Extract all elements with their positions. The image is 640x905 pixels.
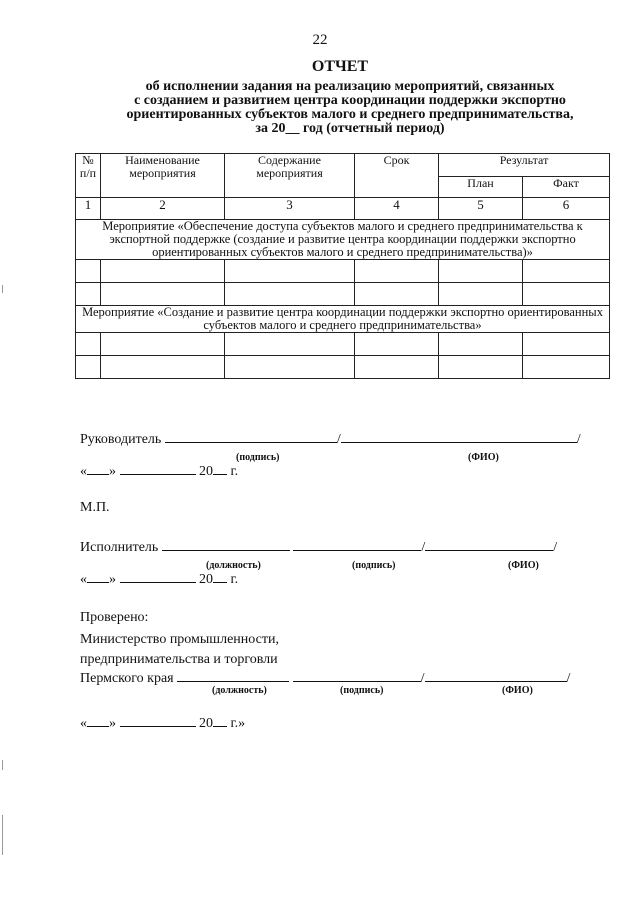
table-cell: [523, 333, 610, 356]
column-number: 5: [439, 198, 523, 220]
header-result: Результат: [439, 154, 610, 177]
year-suffix: г.: [230, 464, 239, 479]
head-signature-line: Руководитель / /: [80, 432, 581, 447]
month-field: [120, 726, 196, 727]
scan-mark: [2, 285, 3, 293]
ministry-line: предпринимательства и торговли: [80, 652, 278, 667]
column-number: 6: [523, 198, 610, 220]
table-row: [76, 333, 610, 356]
ministry-date-line: [80, 716, 245, 732]
year-prefix: 20: [199, 572, 213, 587]
table-cell: [101, 260, 225, 283]
header-plan: План: [439, 177, 523, 198]
position-caption: (должность): [212, 685, 267, 696]
ministry-signature-field: [293, 681, 421, 682]
head-signature-field: [165, 442, 337, 443]
executor-date-line: [80, 572, 238, 588]
table-cell: [225, 260, 355, 283]
date-open-quote: «: [80, 572, 87, 587]
day-field: [87, 474, 109, 475]
scan-mark: [2, 815, 3, 855]
table-cell: [523, 356, 610, 379]
table-cell: [76, 260, 101, 283]
column-number: 4: [355, 198, 439, 220]
year-suffix: г.: [230, 572, 239, 587]
fio-caption: (ФИО): [502, 685, 533, 696]
table-cell: [355, 283, 439, 306]
table-cell: [225, 356, 355, 379]
table-cell: [101, 333, 225, 356]
event-row-1: Мероприятие «Обеспечение доступа субъектов малого и среднего предпринимательства к экспортной поддержке (создание и развитие центра координации поддержки экспортно ориентированных субъектов малого и среднего предпринимательства)»: [76, 220, 610, 260]
date-close-quote: »: [109, 716, 116, 731]
stamp-mark: М.П.: [80, 500, 110, 515]
event-row-2: Мероприятие «Создание и развитие центра координации поддержки экспортно ориентированных субъектов малого и среднего предпринимательства»: [76, 306, 610, 333]
header-content: Содержание мероприятия: [225, 154, 355, 198]
table-row: [76, 283, 610, 306]
table-cell: [76, 283, 101, 306]
subtitle-line: ориентированных субъектов малого и среднего предпринимательства,: [126, 107, 574, 122]
fio-caption: (ФИО): [508, 560, 539, 571]
subtitle-line: с созданием и развитием центра координации поддержки экспортно: [134, 93, 566, 108]
month-field: [120, 582, 196, 583]
executor-fio-field: [425, 550, 553, 551]
head-date-line: [80, 464, 238, 480]
head-fio-field: [341, 442, 577, 443]
header-num: № п/п: [76, 154, 101, 198]
position-caption: (должность): [206, 560, 261, 571]
table-row: [76, 356, 610, 379]
year-field: [213, 582, 227, 583]
ministry-signature-line: Пермского края / /: [80, 671, 571, 686]
subtitle-line: об исполнении задания на реализацию мероприятий, связанных: [145, 79, 555, 94]
day-field: [87, 726, 109, 727]
fio-caption: (ФИО): [468, 452, 499, 463]
table-cell: [101, 356, 225, 379]
year-prefix: 20: [199, 716, 213, 731]
subtitle-line: за 20__ год (отчетный период): [255, 121, 445, 136]
ministry-position-field: [177, 681, 289, 682]
head-label: Руководитель: [80, 432, 162, 447]
signature-caption: (подпись): [340, 685, 384, 696]
header-fact: Факт: [523, 177, 610, 198]
scan-mark: [2, 760, 3, 770]
signature-caption: (подпись): [352, 560, 396, 571]
table-cell: [76, 333, 101, 356]
table-cell: [523, 260, 610, 283]
table-cell: [439, 356, 523, 379]
header-name: Наименование мероприятия: [101, 154, 225, 198]
checked-label: Проверено:: [80, 610, 149, 625]
ministry-fio-field: [425, 681, 567, 682]
table-cell: [355, 333, 439, 356]
column-number: 2: [101, 198, 225, 220]
table-cell: [355, 260, 439, 283]
column-number: 1: [76, 198, 101, 220]
executor-position-field: [162, 550, 290, 551]
date-close-quote: »: [109, 572, 116, 587]
table-cell: [439, 333, 523, 356]
table-cell: [439, 260, 523, 283]
day-field: [87, 582, 109, 583]
ministry-line: Пермского края: [80, 671, 174, 686]
report-table: [75, 153, 610, 379]
header-term: Срок: [355, 154, 439, 198]
table-cell: [225, 333, 355, 356]
table-cell: [101, 283, 225, 306]
date-open-quote: «: [80, 464, 87, 479]
year-prefix: 20: [199, 464, 213, 479]
executor-signature-line: Исполнитель / /: [80, 540, 558, 555]
table-cell: [523, 283, 610, 306]
table-cell: [76, 356, 101, 379]
report-subtitle: [80, 80, 620, 136]
table-row: [76, 260, 610, 283]
page-number: 22: [312, 32, 328, 48]
date-open-quote: «: [80, 716, 87, 731]
date-close-quote: »: [109, 464, 116, 479]
executor-label: Исполнитель: [80, 540, 159, 555]
month-field: [120, 474, 196, 475]
year-field: [213, 474, 227, 475]
signature-caption: (подпись): [236, 452, 280, 463]
report-title: ОТЧЕТ: [311, 58, 369, 75]
column-number: 3: [225, 198, 355, 220]
ministry-line: Министерство промышленности,: [80, 632, 279, 647]
year-field: [213, 726, 227, 727]
table-cell: [225, 283, 355, 306]
year-suffix: г.»: [230, 716, 246, 731]
executor-signature-field: [293, 550, 421, 551]
table-cell: [439, 283, 523, 306]
table-cell: [355, 356, 439, 379]
